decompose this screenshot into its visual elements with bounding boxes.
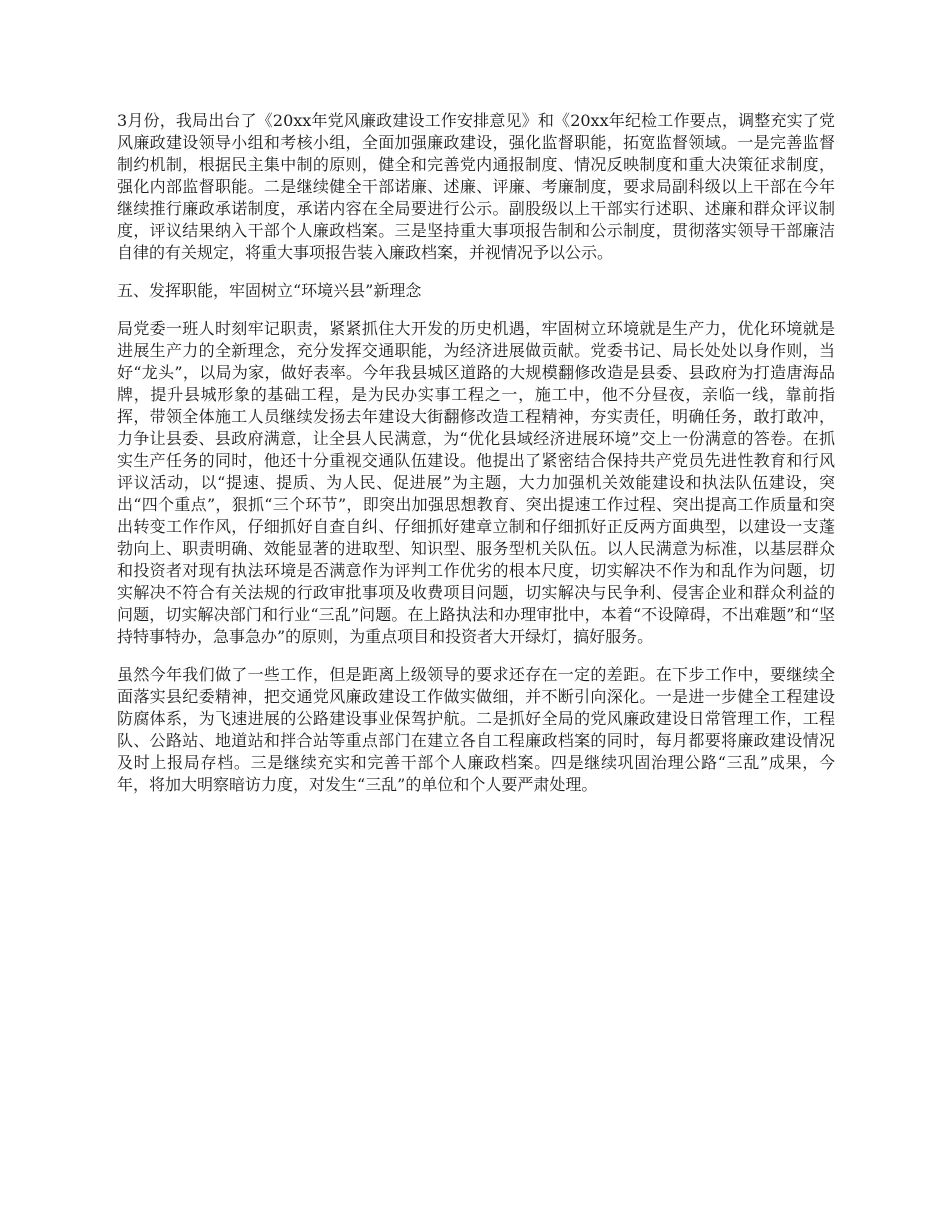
paragraph-next-steps: 虽然今年我们做了一些工作，但是距离上级领导的要求还存在一定的差距。在下步工作中，要继续全面落实县纪委精神，把交通党风廉政建设工作做实做细，并不断引向深化。一是进一步健全工程建设防腐体系，为飞速进展的公路建设事业保驾护航。二是抓好全局的党风廉政建设日常管理工作，工程队、公路站、地道站和拌合站等重点部门在建立各自工程廉政档案的同时，每月都要将廉政建设情况及时上报局存档。三是继续充实和完善干部个人廉政档案。四是继续巩固治理公路“三乱”成果，今年，将加大明察暗访力度，对发生“三乱”的单位和个人要严肃处理。: [117, 665, 835, 794]
section-heading-five: 五、发挥职能，牢固树立“环境兴县”新理念: [117, 281, 422, 300]
paragraph-environment: 局党委一班人时刻牢记职责，紧紧抓住大开发的历史机遇，牢固树立环境就是生产力，优化环境就是进展生产力的全新理念，充分发挥交通职能，为经济进展做贡献。党委书记、局长处处以身作则，当好“龙头”，以局为家，做好表率。今年我县城区道路的大规模翻修改造是县委、县政府为打造唐海品牌，提升县城形象的基础工程，是为民办实事工程之一，施工中，他不分昼夜，亲临一线，靠前指挥，带领全体施工人员继续发扬去年建设大街翻修改造工程精神，夯实责任，明确任务，敢打敢冲，力争让县委、县政府满意，让全县人民满意，为“优化县域经济进展环境”交上一份满意的答卷。在抓实生产任务的同时，他还十分重视交通队伍建设。他提出了紧密结合保持共产党员先进性教育和行风评议活动，以“提速、提质、为人民、促进展”为主题，大力加强机关效能建设和执法队伍建设，突出“四个重点”，狠抓“三个环节”，即突出加强思想教育、突出提速工作过程、突出提高工作质量和突出转变工作作风，仔细抓好自查自纠、仔细抓好建章立制和仔细抓好正反两方面典型，以建设一支蓬勃向上、职责明确、效能显著的进取型、知识型、服务型机关队伍。以人民满意为标准，以基层群众和投资者对现有执法环境是否满意作为评判工作优劣的根本尺度，切实解决不作为和乱作为问题，切实解决不符合有关法规的行政审批事项及收费项目问题，切实解决与民争利、侵害企业和群众利益的问题，切实解决部门和行业“三乱”问题。在上路执法和办理审批中，本着“不设障碍，不出难题”和“坚持特事特办，急事急办”的原则，为重点项目和投资者大开绿灯，搞好服务。: [117, 319, 835, 646]
document-body: [117, 110, 835, 812]
paragraph-supervision: 3月份，我局出台了《20xx年党风廉政建设工作安排意见》和《20xx年纪检工作要点，调整充实了党风廉政建设领导小组和考核小组，全面加强廉政建设，强化监督职能，拓宽监督领域。一是完善监督制约机制，根据民主集中制的原则，健全和完善党内通报制度、情况反映制度和重大决策征求制度，强化内部监督职能。二是继续健全干部诺廉、述廉、评廉、考廉制度，要求局副科级以上干部在今年继续推行廉政承诺制度，承诺内容在全局要进行公示。副股级以上干部实行述职、述廉和群众评议制度，评议结果纳入干部个人廉政档案。三是坚持重大事项报告制和公示制度，贯彻落实领导干部廉洁自律的有关规定，将重大事项报告装入廉政档案，并视情况予以公示。: [117, 111, 835, 262]
